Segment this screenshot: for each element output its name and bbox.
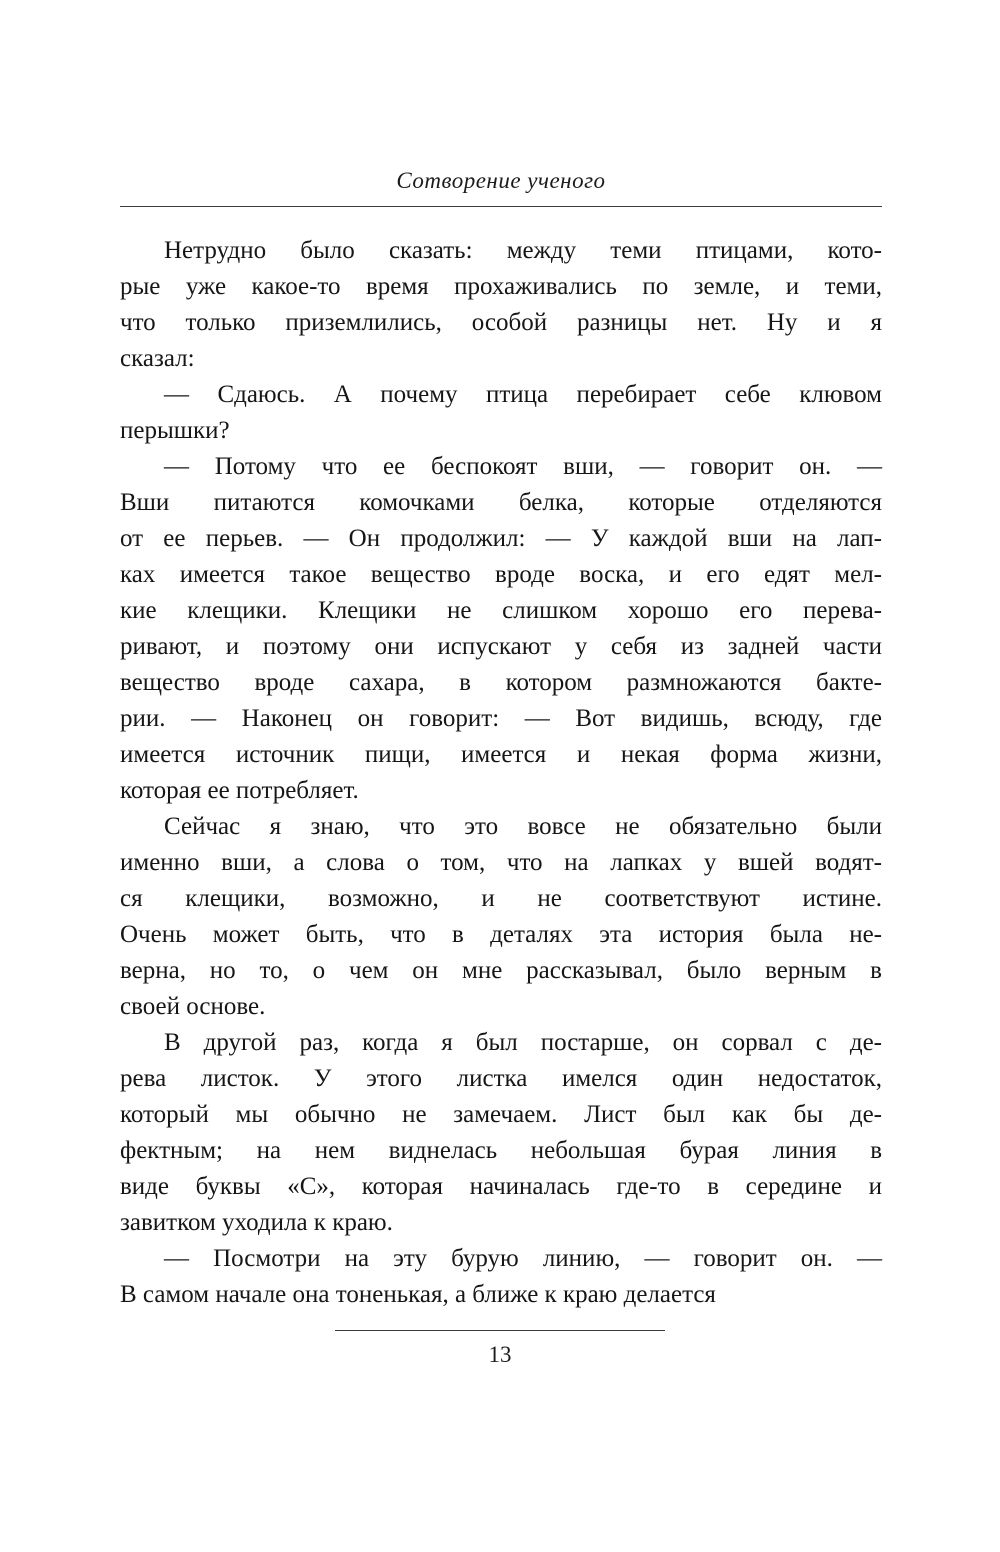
text-line: виде буквы «С», которая начиналась где-то в середине и [120, 1173, 882, 1200]
text-line: кие клещики. Клещики не слишком хорошо его перева- [120, 597, 882, 624]
text-line: В самом начале она тоненькая, а ближе к краю делается [120, 1281, 716, 1308]
text-line: ривают, и поэтому они испускают у себя из задней части [120, 633, 882, 660]
text-line: верна, но то, о чем он мне рассказывал, было верным в [120, 957, 882, 984]
page-number: 13 [488, 1342, 512, 1367]
text-line: именно вши, а слова о том, что на лапках у вшей водят- [120, 849, 882, 876]
text-line: сказал: [120, 345, 195, 372]
running-header: Сотворение ученого [396, 168, 606, 193]
text-line: имеется источник пищи, имеется и некая форма жизни, [120, 741, 882, 768]
footer-rule [335, 1330, 665, 1331]
text-line: Сейчас я знаю, что это вовсе не обязательно были [164, 813, 882, 840]
text-line: который мы обычно не замечаем. Лист был как бы де- [120, 1101, 882, 1128]
text-line: Нетрудно было сказать: между теми птицами, кото- [164, 237, 882, 264]
header-rule [120, 206, 882, 207]
text-line: — Потому что ее беспокоят вши, — говорит он. — [164, 453, 882, 480]
text-line: своей основе. [120, 993, 266, 1020]
text-line: перышки? [120, 417, 230, 444]
text-line: Очень может быть, что в деталях эта история была не- [120, 921, 882, 948]
text-line: которая ее потребляет. [120, 777, 359, 804]
content-column [120, 0, 882, 1552]
text-line: вещество вроде сахара, в котором размножаются бакте- [120, 669, 882, 696]
body-text [120, 233, 882, 1313]
text-line: от ее перьев. — Он продолжил: — У каждой вши на лап- [120, 525, 882, 552]
text-line: фектным; на нем виднелась небольшая бурая линия в [120, 1137, 882, 1164]
text-line: рые уже какое-то время прохаживались по земле, и теми, [120, 273, 882, 300]
text-line: — Сдаюсь. А почему птица перебирает себе клювом [164, 381, 882, 408]
text-line: — Посмотри на эту бурую линию, — говорит он. — [164, 1245, 882, 1272]
text-line: завитком уходила к краю. [120, 1209, 393, 1236]
text-line: рева листок. У этого листка имелся один недостаток, [120, 1065, 882, 1092]
text-line: В другой раз, когда я был постарше, он сорвал с де- [164, 1029, 882, 1056]
text-line: ках имеется такое вещество вроде воска, и его едят мел- [120, 561, 882, 588]
text-line: ся клещики, возможно, и не соответствуют истине. [120, 885, 882, 912]
text-line: Вши питаются комочками белка, которые отделяются [120, 489, 882, 516]
text-line: рии. — Наконец он говорит: — Вот видишь, всюду, где [120, 705, 882, 732]
text-line: что только приземлились, особой разницы нет. Ну и я [120, 309, 882, 336]
